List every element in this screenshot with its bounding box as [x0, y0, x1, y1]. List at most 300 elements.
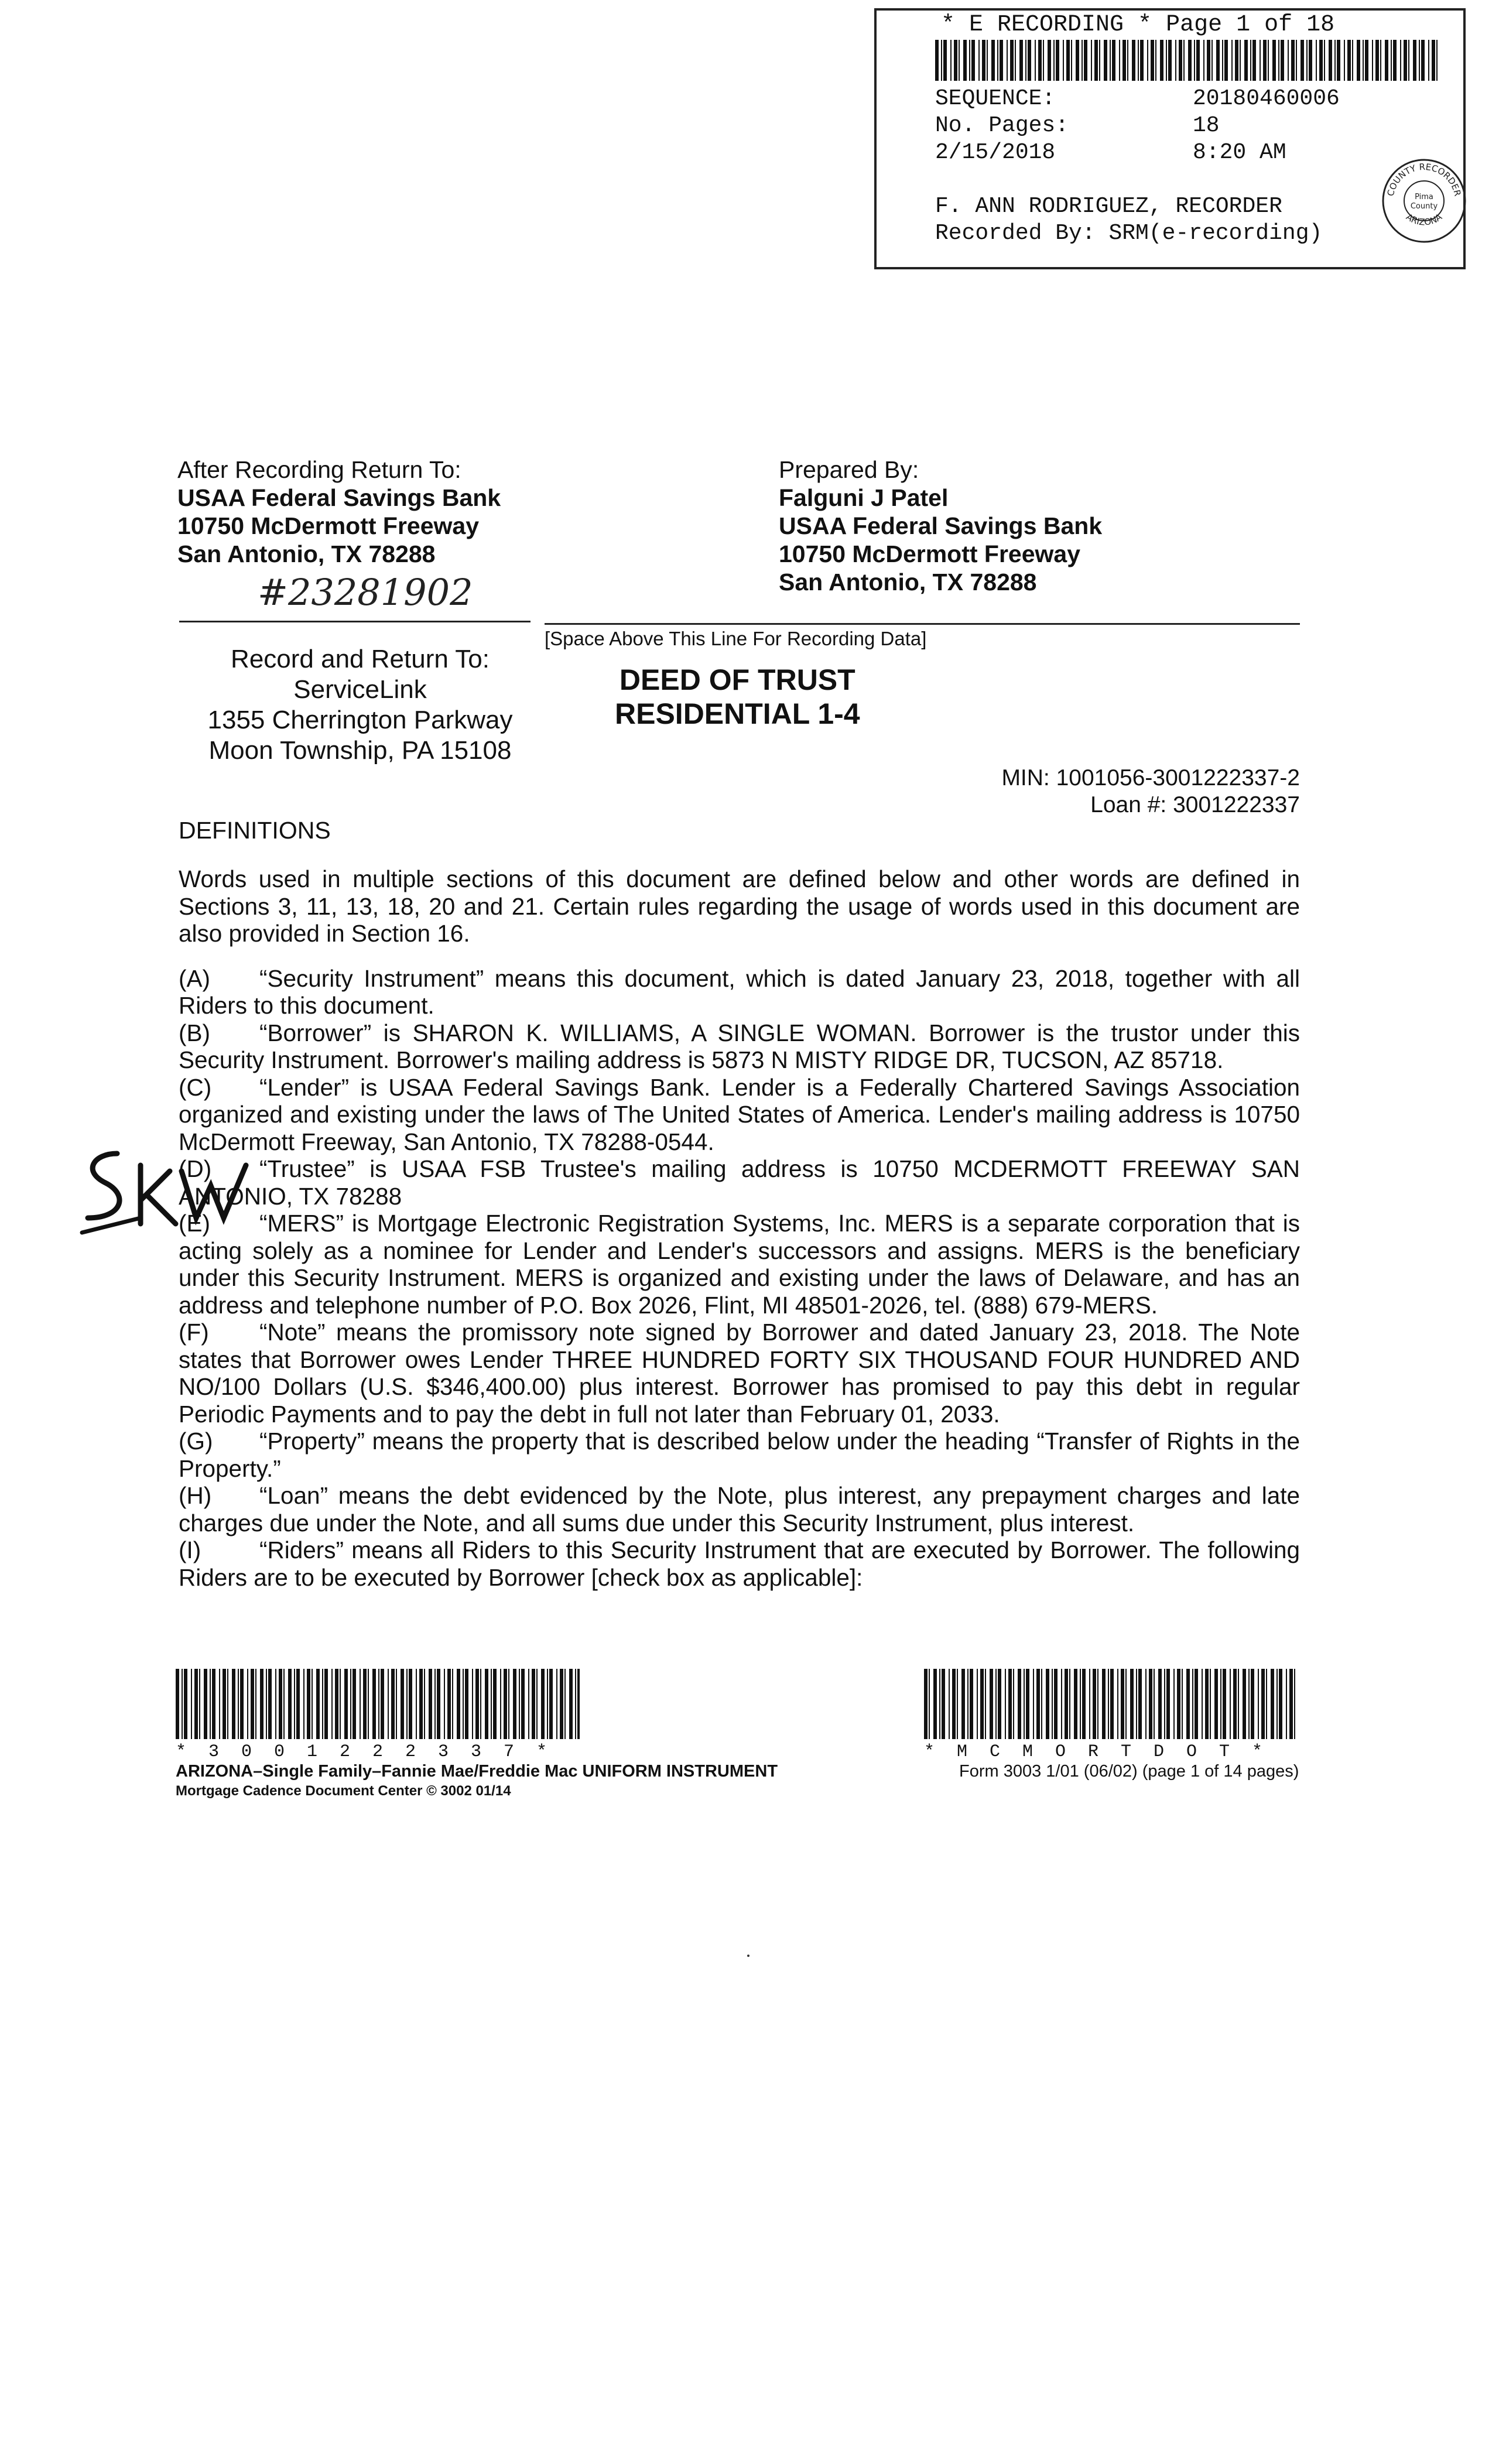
barcode-bar [1038, 40, 1042, 81]
barcode-bar [935, 40, 939, 81]
barcode-bar [1222, 40, 1223, 81]
definition-label: (E) [179, 1210, 210, 1237]
barcode-bar [1186, 1669, 1190, 1739]
barcode-bar [316, 1669, 320, 1739]
barcode-bar [447, 1669, 451, 1739]
barcode-bar [1076, 40, 1079, 81]
barcode-bar [1147, 40, 1148, 81]
barcode-bar [1080, 1669, 1081, 1739]
barcode-bar [294, 1669, 295, 1739]
title-line: RESIDENTIAL 1-4 [615, 697, 860, 730]
definition-label: (C) [179, 1073, 212, 1101]
barcode-bar [378, 1669, 379, 1739]
barcode-bar [406, 1669, 408, 1739]
barcode-bar [1233, 1669, 1237, 1739]
barcode-bar [1408, 40, 1409, 81]
barcode-bar [465, 1669, 468, 1739]
definition-label: (G) [179, 1428, 213, 1455]
pages-value: 18 [1193, 113, 1220, 138]
loan-barcode [176, 1669, 586, 1739]
barcode-bar [381, 1669, 384, 1739]
barcode-bar [204, 1669, 207, 1739]
barcode-bar [1428, 40, 1429, 81]
barcode-bar [1244, 40, 1248, 81]
barcode-bar [1145, 1669, 1147, 1739]
barcode-bar [1149, 1669, 1152, 1739]
definition-label: (H) [179, 1482, 212, 1509]
barcode-bar [1104, 40, 1107, 81]
barcode-bar [391, 1669, 395, 1739]
barcode-bar [485, 1669, 488, 1739]
barcode-bar [396, 1669, 397, 1739]
barcode-bar [232, 1669, 235, 1739]
definition-item [179, 965, 1300, 1019]
barcode-bar [961, 1669, 965, 1739]
barcode-bar [1432, 40, 1435, 81]
svg-text:COUNTY RECORDER: COUNTY RECORDER [1385, 161, 1463, 197]
definition-item [179, 1482, 1300, 1536]
record-return-line: 1355 Cherrington Parkway [207, 706, 513, 734]
barcode-bar [1054, 1669, 1057, 1739]
barcode-bar [1056, 40, 1059, 81]
barcode-bar [959, 40, 960, 81]
barcode-bar [1324, 40, 1325, 81]
barcode-bar [991, 40, 995, 81]
barcode-bar [1344, 40, 1345, 81]
barcode-bar [564, 1669, 566, 1739]
barcode-bar [475, 1669, 479, 1739]
barcode-bar [1175, 40, 1176, 81]
barcode-bar [223, 1669, 226, 1739]
footer-instrument: ARIZONA–Single Family–Fannie Mae/Freddie Mac UNIFORM INSTRUMENT [176, 1762, 778, 1781]
barcode-bar [1173, 1669, 1175, 1739]
barcode-bar [1266, 1669, 1267, 1739]
barcode-bar [1074, 1669, 1077, 1739]
barcode-bar [1183, 40, 1185, 81]
barcode-bar [176, 1669, 179, 1739]
barcode-bar [1391, 40, 1392, 81]
barcode-bar [1436, 40, 1438, 81]
svg-text:County: County [1410, 202, 1438, 211]
barcode-bar [1291, 40, 1295, 81]
barcode-bar [987, 40, 988, 81]
barcode-bar [324, 1669, 328, 1739]
barcode-bar [1117, 1669, 1118, 1739]
barcode-bar [1210, 1669, 1211, 1739]
barcode-bar [1404, 40, 1407, 81]
document-title [615, 663, 860, 731]
definitions-body [179, 865, 1300, 1591]
barcode-bar [194, 1669, 198, 1739]
divider [179, 621, 531, 622]
barcode-bar [472, 1669, 473, 1739]
barcode-bar [1243, 1669, 1246, 1739]
barcode-bar [444, 1669, 445, 1739]
barcode-bar [1033, 1669, 1034, 1739]
barcode-bar [1224, 40, 1228, 81]
after-recording-line: After Recording Return To: [177, 456, 461, 483]
barcode-bar [1316, 40, 1317, 81]
min-number: MIN: 1001056-3001222337-2 [1001, 765, 1300, 790]
barcode-bar [924, 1669, 928, 1739]
barcode-bar [1195, 1669, 1198, 1739]
barcode-bar [1164, 1669, 1165, 1739]
barcode-bar [429, 1669, 432, 1739]
barcode-bar [463, 1669, 464, 1739]
barcode-bar [1329, 40, 1332, 81]
barcode-bar [1240, 40, 1241, 81]
barcode-bar [998, 1669, 1001, 1739]
barcode-bar [350, 1669, 351, 1739]
pages-label: No. Pages: [935, 113, 1069, 138]
record-return-line: Moon Township, PA 15108 [208, 736, 512, 765]
barcode-bar [1319, 40, 1323, 81]
barcode-bar [1202, 1669, 1203, 1739]
min-block [937, 765, 1300, 819]
barcode-bar [1043, 40, 1044, 81]
definition-label: (D) [179, 1155, 212, 1182]
barcode-bar [990, 1669, 993, 1739]
barcode-bar [260, 1669, 263, 1739]
barcode-bar [1019, 40, 1023, 81]
barcode-bar [1400, 40, 1401, 81]
barcode-bar [1066, 40, 1070, 81]
recorded-by: Recorded By: SRM(e-recording) [935, 221, 1323, 246]
barcode-bar [1223, 1669, 1226, 1739]
barcode-bar [997, 40, 998, 81]
footer-document-center: Mortgage Cadence Document Center © 3002 01/14 [176, 1783, 511, 1799]
barcode-bar [1337, 40, 1340, 81]
barcode-bar [1279, 1669, 1282, 1739]
barcode-bar [1053, 40, 1055, 81]
definition-item [179, 1155, 1300, 1210]
record-return-line: Record and Return To: [231, 645, 490, 673]
barcode-bar [1005, 1669, 1006, 1739]
barcode-bar [1013, 1669, 1014, 1739]
definitions-intro: Words used in multiple sections of this document are defined below and other words are defined in Sections 3, 11, 13, 18, 20 and 21. Certain rules regarding the usage of words used in this document are also provided in Section 16. [179, 865, 1300, 947]
barcode-bar [1272, 40, 1276, 81]
barcode-bar [1365, 40, 1368, 81]
barcode-bar [1205, 1669, 1209, 1739]
prepared-by-line: 10750 McDermott Freeway [779, 540, 1081, 567]
barcode-bar [1207, 40, 1210, 81]
sequence-value: 20180460006 [1193, 86, 1340, 111]
barcode-bar [1119, 40, 1120, 81]
barcode-bar [409, 1669, 412, 1739]
barcode-bar [1192, 1669, 1193, 1739]
barcode-bar [1286, 1669, 1287, 1739]
barcode-bar [1065, 1669, 1068, 1739]
barcode-bar [549, 1669, 553, 1739]
barcode-bar [1093, 1669, 1096, 1739]
definition-label: (B) [179, 1019, 210, 1046]
definition-item [179, 1319, 1300, 1428]
barcode-bar [575, 1669, 576, 1739]
divider [545, 623, 1300, 625]
barcode-bar [1352, 40, 1353, 81]
loan-number: Loan #: 3001222337 [1090, 792, 1300, 817]
barcode-bar [1177, 1669, 1180, 1739]
barcode-bar [1268, 40, 1269, 81]
barcode-bar [1046, 1669, 1049, 1739]
barcode-bar [1216, 40, 1220, 81]
barcode-bar [1136, 1669, 1137, 1739]
barcode-bar [182, 1669, 183, 1739]
after-recording-line: USAA Federal Savings Bank [177, 484, 501, 511]
barcode-bar [1127, 40, 1128, 81]
barcode-bar [352, 1669, 356, 1739]
barcode-bar [303, 1669, 304, 1739]
barcode-bar [296, 1669, 300, 1739]
barcode-bar [1306, 40, 1308, 81]
barcode-bar [452, 1669, 453, 1739]
barcode-bar [184, 1669, 187, 1739]
barcode-bar [1166, 1669, 1170, 1739]
barcode-bar [1196, 40, 1200, 81]
barcode-bar [1041, 1669, 1042, 1739]
barcode-bar [1025, 40, 1026, 81]
definition-text: “Borrower” is SHARON K. WILLIAMS, A SINGLE WOMAN. Borrower is the trustor under this Security Instrument. Borrower's mailing address is 5873 N MISTY RIDGE DR, TUCSON, AZ 85718. [179, 1019, 1300, 1073]
barcode-bar [1035, 40, 1036, 81]
barcode-bar [335, 1669, 338, 1739]
barcode-bar [1421, 40, 1425, 81]
barcode-bar [1121, 1669, 1124, 1739]
barcode-bar [977, 1669, 978, 1739]
barcode-bar [1094, 40, 1098, 81]
barcode-bar [569, 1669, 573, 1739]
barcode-bar [1082, 1669, 1086, 1739]
barcode-bar [1252, 40, 1256, 81]
barcode-bar [1230, 1669, 1231, 1739]
svg-text:SKW: SKW [70, 1130, 72, 1131]
barcode-bar [1380, 40, 1381, 81]
barcode-bar [1214, 1669, 1218, 1739]
prepared-by-line: Falguni J Patel [779, 484, 949, 511]
barcode-bar [1347, 40, 1351, 81]
recording-time: 8:20 AM [1193, 140, 1286, 165]
record-return-block [205, 644, 515, 766]
definition-text: “Note” means the promissory note signed by Borrower and dated January 23, 2018. The Note states that Borrower owes Lender THREE HUNDRED FORTY SIX THOUSAND FOUR HUNDRED AND NO/100 Dollars (U.S. $346,400.00) plus interest. Borrower has promised to pay this debt in regular Periodic Payments and to pay the debt in full not later than February 01, 2033. [179, 1319, 1300, 1428]
after-recording-line: 10750 McDermott Freeway [177, 512, 480, 539]
handwritten-order-number: #23281902 [258, 571, 473, 614]
barcode-bar [556, 1669, 557, 1739]
loan-barcode-digits: *3001222337* [176, 1742, 570, 1762]
form-barcode [924, 1669, 1299, 1739]
barcode-bar [1188, 40, 1192, 81]
barcode-bar [1007, 40, 1008, 81]
sequence-label: SEQUENCE: [935, 86, 1056, 111]
handwritten-initials-signature [70, 1130, 263, 1247]
barcode-bar [493, 1669, 497, 1739]
barcode-bar [340, 1669, 341, 1739]
barcode-bar [275, 1669, 276, 1739]
barcode-bar [1166, 40, 1167, 81]
barcode-bar [363, 1669, 367, 1739]
barcode-bar [279, 1669, 282, 1739]
barcode-bar [288, 1669, 292, 1739]
definition-text: “Riders” means all Riders to this Security Instrument that are executed by Borrower. The following Riders are to be executed by Borrower [check box as applicable]: [179, 1536, 1300, 1591]
barcode-bar [952, 1669, 956, 1739]
barcode-bar [1024, 1669, 1025, 1739]
definition-item [179, 1019, 1300, 1074]
barcode-bar [1385, 40, 1388, 81]
barcode-bar [980, 1669, 984, 1739]
prepared-by-line: USAA Federal Savings Bank [779, 512, 1103, 539]
barcode-bar [238, 1669, 239, 1739]
barcode-bar [1091, 40, 1092, 81]
barcode-bar [1211, 40, 1213, 81]
barcode-bar [307, 1669, 310, 1739]
barcode-bar [199, 1669, 200, 1739]
barcode-bar [212, 1669, 215, 1739]
barcode-bar [255, 1669, 256, 1739]
barcode-bar [1158, 1669, 1162, 1739]
barcode-bar [532, 1669, 535, 1739]
barcode-bar [1357, 40, 1360, 81]
barcode-bar [251, 1669, 254, 1739]
barcode-bar [1099, 40, 1100, 81]
barcode-bar [372, 1669, 376, 1739]
barcode-bar [1000, 40, 1003, 81]
footer-right [924, 1669, 1299, 1781]
svg-text:ARIZONA: ARIZONA [1404, 211, 1444, 228]
barcode-bar [480, 1669, 481, 1739]
barcode-bar [1334, 40, 1336, 81]
barcode-bar [1110, 1669, 1114, 1739]
barcode-bar [942, 1669, 945, 1739]
barcode-bar [1026, 1669, 1029, 1739]
barcode-bar [1179, 40, 1182, 81]
barcode-bar [1048, 40, 1051, 81]
barcode-bar [519, 1669, 520, 1739]
form-barcode-digits: *MCMORTDOT* [924, 1742, 1285, 1762]
barcode-bar [547, 1669, 548, 1739]
barcode-bar [1203, 40, 1204, 81]
barcode-bar [1151, 40, 1154, 81]
barcode-bar [985, 1669, 986, 1739]
prepared-by-line: San Antonio, TX 78288 [779, 569, 1037, 596]
barcode-bar [1372, 40, 1373, 81]
barcode-bar [1052, 1669, 1053, 1739]
barcode-bar [1015, 40, 1016, 81]
barcode-bar [1258, 1669, 1259, 1739]
barcode-bar [1288, 40, 1289, 81]
barcode-bar [283, 1669, 285, 1739]
definition-item [179, 1428, 1300, 1482]
barcode-bar [1018, 1669, 1021, 1739]
barcode-bar [1281, 40, 1284, 81]
barcode-bar [1248, 1669, 1250, 1739]
barcode-bar [266, 1669, 267, 1739]
barcode-bar [219, 1669, 220, 1739]
barcode-bar [388, 1669, 389, 1739]
barcode-bar [513, 1669, 516, 1739]
definition-item [179, 1074, 1300, 1156]
barcode-bar [1300, 40, 1304, 81]
recording-meta [935, 85, 1340, 166]
barcode-bar [1089, 1669, 1090, 1739]
barcode-bar [1296, 40, 1297, 81]
barcode-bar [1097, 1669, 1098, 1739]
definition-text: “Trustee” is USAA FSB Trustee's mailing address is 10750 MCDERMOTT FREEWAY SAN ANTONIO, TX 78288 [179, 1155, 1300, 1210]
barcode-bar [933, 1669, 937, 1739]
barcode-bar [1061, 1669, 1062, 1739]
barcode-bar [521, 1669, 525, 1739]
barcode-bar [1160, 40, 1163, 81]
barcode-bar [949, 1669, 950, 1739]
barcode-bar [227, 1669, 228, 1739]
barcode-bar [1182, 1669, 1183, 1739]
barcode-bar [240, 1669, 244, 1739]
barcode-bar [508, 1669, 509, 1739]
barcode-bar [967, 1669, 968, 1739]
barcode-bar [536, 1669, 538, 1739]
barcode-bar [331, 1669, 333, 1739]
barcode-bar [995, 1669, 997, 1739]
barcode-bar [1289, 1669, 1293, 1739]
definition-label: (F) [179, 1319, 209, 1346]
barcode-bar [1140, 40, 1144, 81]
barcode-bar [971, 40, 975, 81]
barcode-bar [1250, 40, 1251, 81]
recording-date: 2/15/2018 [935, 140, 1056, 165]
barcode-bar [322, 1669, 323, 1739]
title-line: DEED OF TRUST [619, 663, 855, 696]
barcode-bar [1363, 40, 1364, 81]
barcode-bar [1413, 40, 1416, 81]
prepared-by-block [779, 456, 1102, 596]
definition-text: “Lender” is USAA Federal Savings Bank. Lender is a Federally Chartered Savings Association organized and existing under the laws of The United States of America. Lender's mailing address is 10750 McDermott Freeway, San Antonio, TX 78288-0544. [179, 1073, 1300, 1155]
prepared-by-line: Prepared By: [779, 456, 919, 483]
barcode-bar [1294, 1669, 1295, 1739]
barcode-bar [424, 1669, 425, 1739]
barcode-bar [1168, 40, 1172, 81]
recording-header: * E RECORDING * Page 1 of 18 [941, 12, 1335, 38]
barcode-bar [312, 1669, 313, 1739]
county-seal-icon [1380, 157, 1468, 245]
definition-item [179, 1210, 1300, 1319]
barcode-bar [941, 40, 942, 81]
record-return-line: ServiceLink [293, 675, 427, 704]
barcode-bar [1063, 40, 1064, 81]
barcode-bar [1309, 40, 1312, 81]
recording-barcode [935, 40, 1439, 81]
recorder-block [935, 193, 1322, 247]
barcode-bar [1130, 1669, 1134, 1739]
barcode-bar [210, 1669, 211, 1739]
after-recording-line: San Antonio, TX 78288 [177, 540, 436, 567]
barcode-bar [957, 1669, 958, 1739]
barcode-bar [1238, 1669, 1239, 1739]
barcode-bar [1028, 40, 1031, 81]
definition-label: (I) [179, 1536, 201, 1563]
barcode-bar [419, 1669, 423, 1739]
barcode-bar [437, 1669, 440, 1739]
barcode-bar [982, 40, 985, 81]
barcode-bar [963, 40, 967, 81]
recorder-name: F. ANN RODRIGUEZ, RECORDER [935, 194, 1282, 219]
barcode-bar [1220, 1669, 1221, 1739]
barcode-bar [368, 1669, 369, 1739]
barcode-bar [1261, 1669, 1265, 1739]
barcode-bar [504, 1669, 507, 1739]
barcode-bar [1102, 1669, 1106, 1739]
barcode-bar [360, 1669, 361, 1739]
stray-mark [747, 1955, 750, 1957]
barcode-bar [344, 1669, 348, 1739]
barcode-bar [1235, 40, 1238, 81]
barcode-bar [1154, 1669, 1155, 1739]
